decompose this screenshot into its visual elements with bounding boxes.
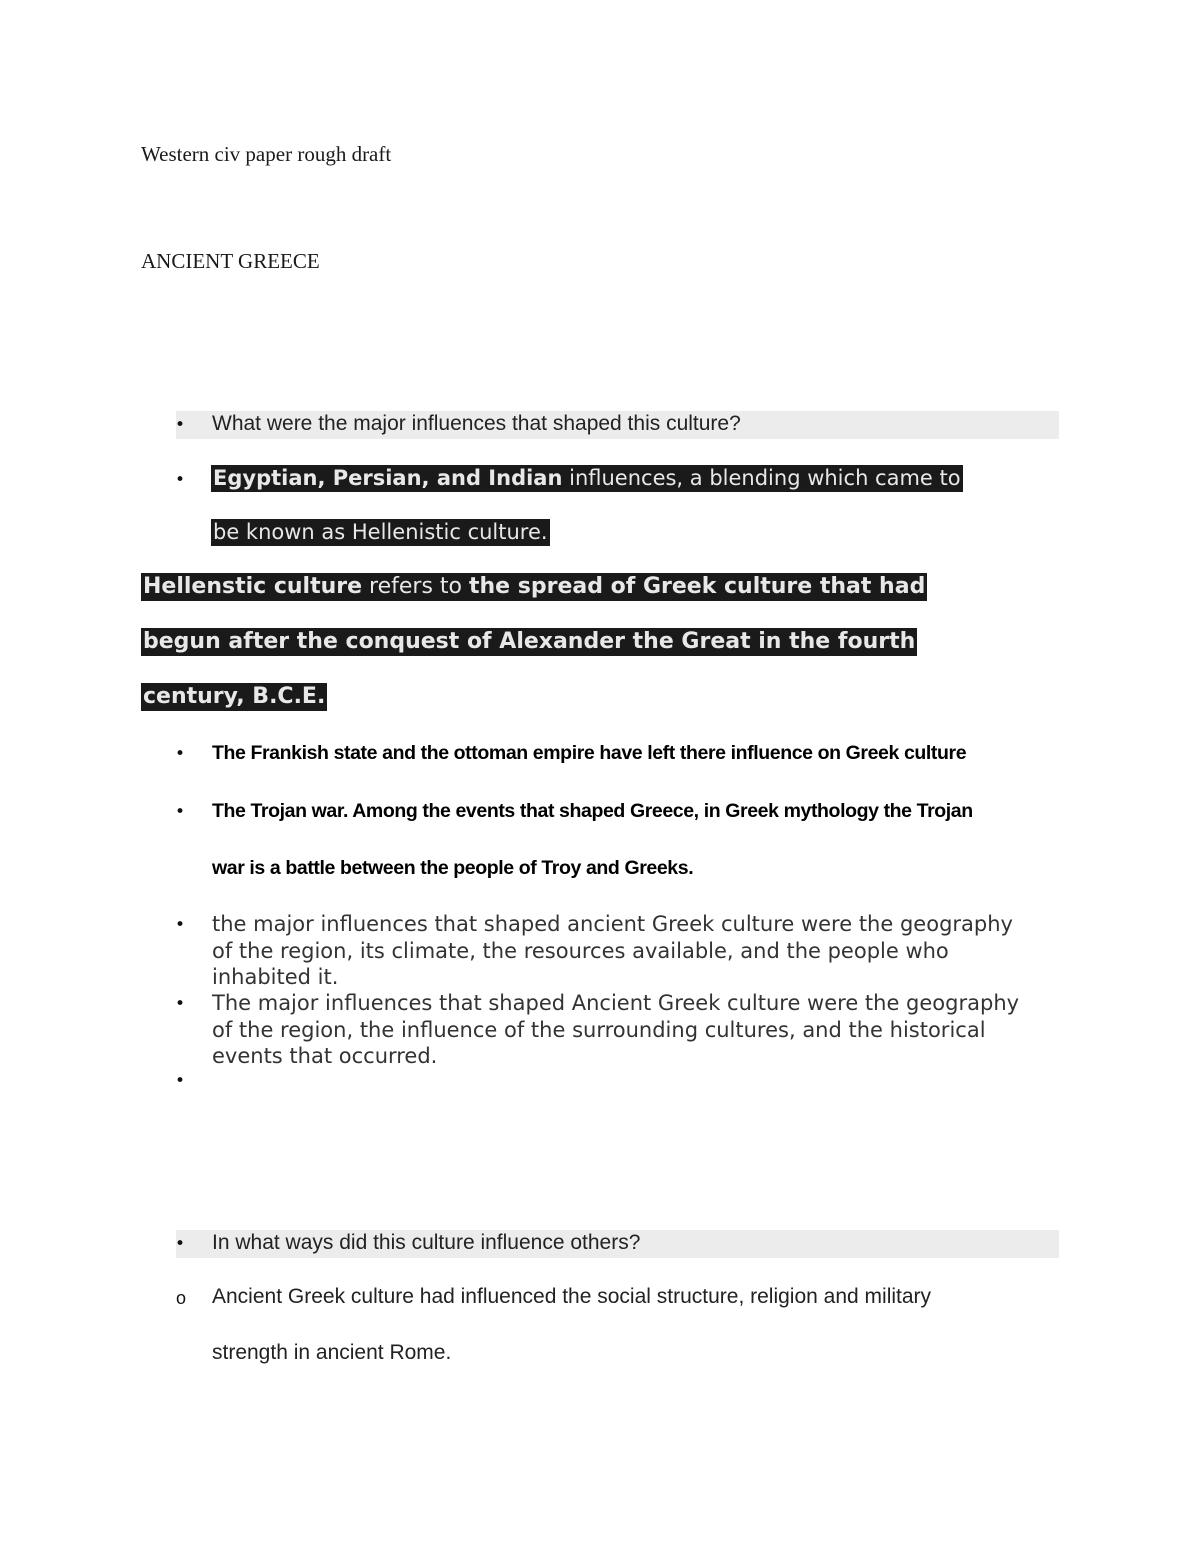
hellenistic-line1 — [141, 573, 927, 601]
sub-bullet-icon: o — [176, 1288, 187, 1308]
geography-answer-1: the major influences that shaped ancient Greek culture were the geography of the region, its climate, the resources available, and the people who inhabited it. — [212, 912, 1013, 989]
hellenistic-definition: the spread of Greek culture that had — [469, 574, 926, 599]
rome-influence-line1: Ancient Greek culture had influenced the social structure, religion and military — [212, 1285, 932, 1308]
bullet-icon: • — [175, 415, 186, 435]
bullet-icon: • — [175, 994, 186, 1014]
empty-bullet-icon: • — [175, 1071, 186, 1091]
trojan-war-line2: war is a battle between the people of Troy and Greeks. — [212, 857, 694, 879]
hellenistic-refers: refers to — [362, 574, 469, 599]
bullet-icon: • — [175, 1234, 186, 1254]
bullet-icon: • — [175, 915, 186, 935]
bullet-icon: • — [175, 470, 186, 490]
trojan-war-line1: The Trojan war. Among the events that shaped Greece, in Greek mythology the Trojan — [212, 800, 973, 822]
hellenistic-line3: century, B.C.E. — [143, 684, 326, 709]
section-heading: ANCIENT GREECE — [141, 249, 320, 273]
bullet-icon: • — [175, 744, 186, 764]
answer-influences-rest: influences, a blending which came to — [562, 466, 961, 490]
question-1: What were the major influences that shaped this culture? — [212, 412, 741, 435]
answer-influences-line1 — [211, 465, 963, 492]
bullet-icon: • — [175, 802, 186, 822]
rome-influence-line2: strength in ancient Rome. — [212, 1341, 452, 1364]
document-title: Western civ paper rough draft — [141, 142, 392, 166]
answer-influences-bold: Egyptian, Persian, and Indian — [213, 466, 563, 490]
hellenistic-term: Hellenstic culture — [143, 574, 363, 599]
question-2: In what ways did this culture influence others? — [212, 1231, 641, 1254]
geography-answer-2: The major influences that shaped Ancient Greek culture were the geography of the region, the influence of the surrounding cultures, and the historical events that occurred. — [212, 991, 1020, 1068]
answer-influences-line2: be known as Hellenistic culture. — [213, 520, 548, 544]
hellenistic-line2: begun after the conquest of Alexander the Great in the fourth — [143, 629, 916, 654]
frankish-influence: The Frankish state and the ottoman empire have left there influence on Greek culture — [212, 742, 967, 764]
